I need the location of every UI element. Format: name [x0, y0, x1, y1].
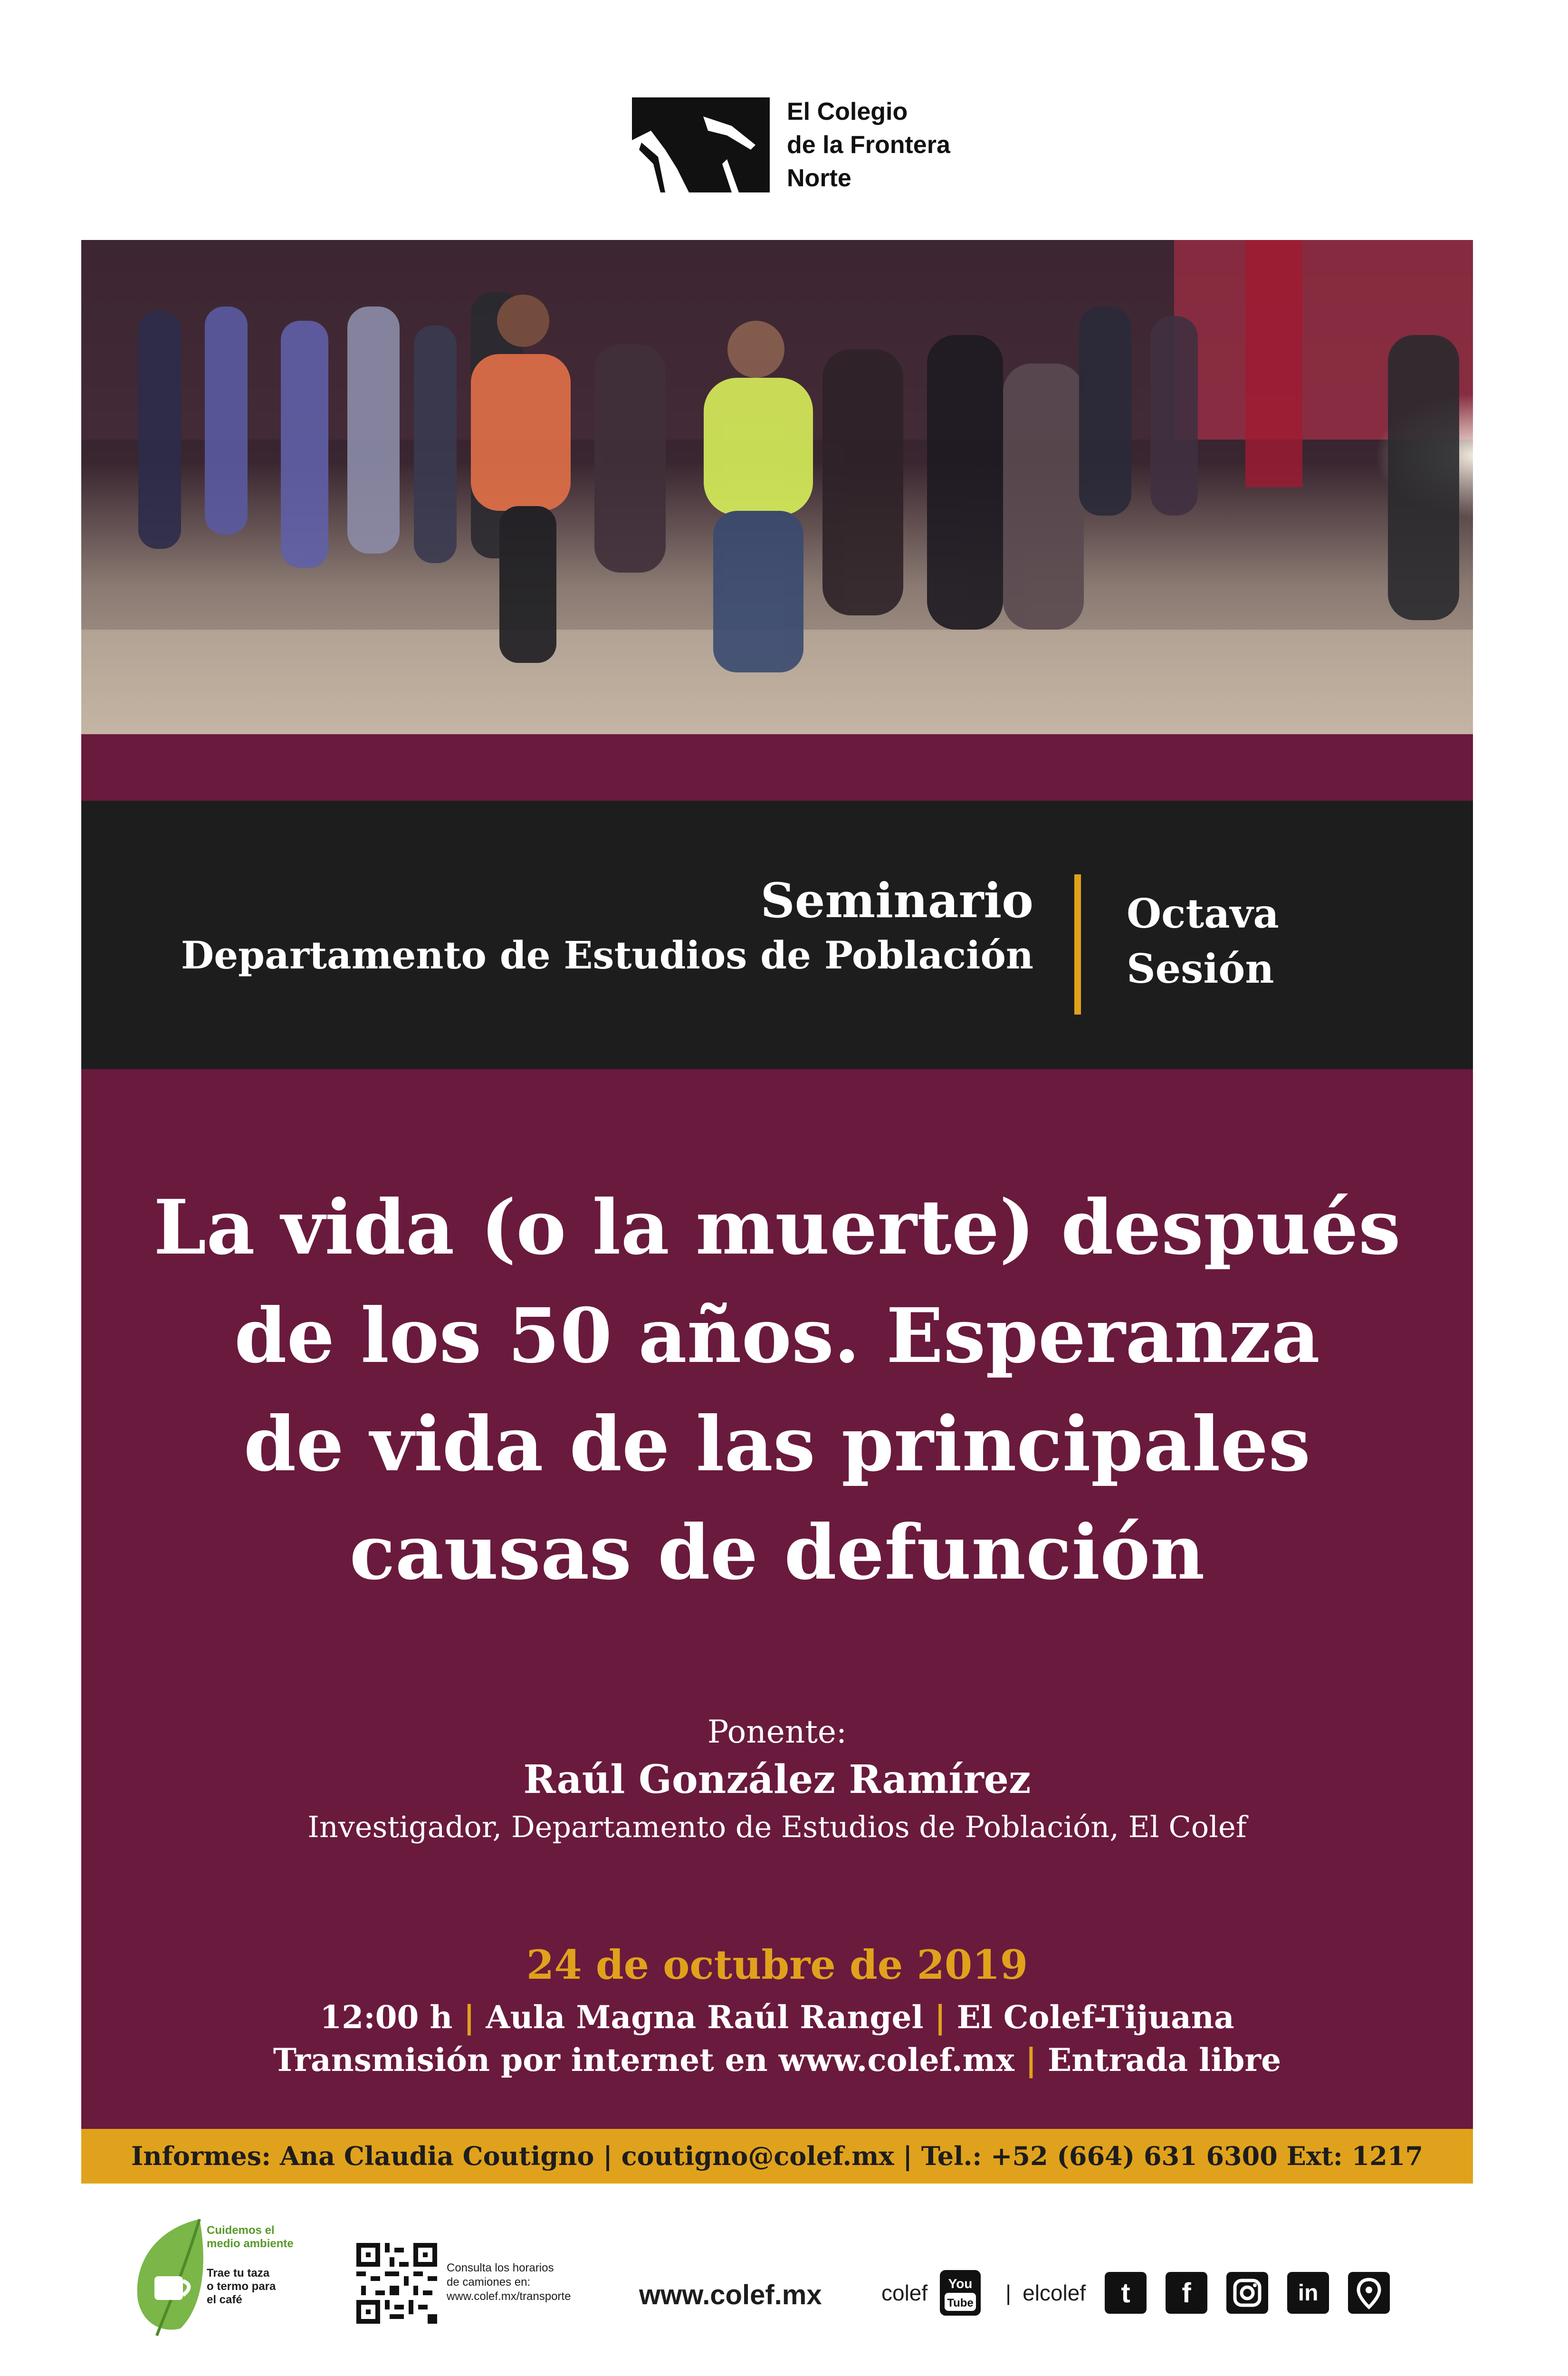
social-links: [881, 2271, 1390, 2314]
speaker-affiliation: Investigador, Departamento de Estudios de Población, El Colef: [307, 1810, 1247, 1844]
event-admission: Entrada libre: [1047, 2041, 1281, 2079]
social-divider: |: [1005, 2280, 1012, 2305]
event-stream-admission: [81, 2039, 1473, 2081]
location-icon[interactable]: [1348, 2272, 1390, 2314]
separator: |: [463, 1999, 475, 2036]
seminar-title: Seminario: [760, 872, 1033, 929]
event-place: El Colef-Tijuana: [956, 1999, 1234, 2036]
env-line-1: Cuidemos el: [207, 2224, 275, 2237]
speaker-label: Ponente:: [707, 1714, 847, 1750]
youtube-icon[interactable]: [940, 2270, 981, 2316]
transport-link[interactable]: www.colef.mx/transporte: [447, 2290, 571, 2303]
event-date: 24 de octubre de 2019: [526, 1941, 1028, 1988]
session-line-1: Octava: [1127, 890, 1279, 937]
youtube-handle[interactable]: colef: [881, 2280, 928, 2305]
crowd-photo: [81, 240, 1473, 734]
separator: |: [934, 1999, 946, 2036]
qr-code[interactable]: [356, 2243, 437, 2324]
instagram-icon[interactable]: [1226, 2272, 1268, 2314]
session-label: [1127, 886, 1279, 996]
transport-line-1: Consulta los horarios: [447, 2261, 554, 2274]
department-name: Departamento de Estudios de Población: [181, 933, 1033, 977]
youtube-you-text: You: [948, 2276, 973, 2291]
env-line-4: o termo para: [207, 2280, 276, 2293]
maroon-strip: [81, 734, 1473, 801]
colef-logo: [632, 93, 1012, 197]
banner-left: [181, 872, 1033, 981]
transport-line-2: de camiones en:: [447, 2276, 531, 2289]
env-line-5: el café: [207, 2293, 242, 2306]
talk-title-line-2: de los 50 años. Esperanza: [234, 1292, 1320, 1380]
env-line-2: medio ambiente: [207, 2237, 294, 2250]
talk-title-line-4: causas de defunción: [349, 1509, 1205, 1597]
logo-line-1: El Colegio: [787, 98, 908, 125]
social-handle[interactable]: elcolef: [1023, 2280, 1086, 2305]
env-line-3: Trae tu taza: [207, 2267, 270, 2280]
talk-title-line-3: de vida de las principales: [243, 1400, 1311, 1488]
environment-badge: [128, 2214, 318, 2347]
talk-title: [81, 1174, 1473, 1607]
event-venue: Aula Magna Raúl Rangel: [486, 1999, 924, 2036]
talk-panel: [81, 1069, 1473, 2129]
talk-title-line-1: La vida (o la muerte) después: [153, 1184, 1401, 1272]
event-time: 12:00 h: [320, 1999, 453, 2036]
event-time-venue: [81, 1996, 1473, 2039]
speaker-name: Raúl González Ramírez: [523, 1757, 1031, 1802]
transport-note: [447, 2261, 571, 2304]
twitter-icon[interactable]: t: [1105, 2272, 1147, 2314]
logo-line-3: Norte: [787, 164, 851, 192]
environment-note: [207, 2267, 276, 2307]
linkedin-icon[interactable]: in: [1287, 2272, 1329, 2314]
logo-line-2: de la Frontera: [787, 131, 950, 159]
session-line-2: Sesión: [1127, 945, 1274, 992]
seminar-banner: [81, 801, 1473, 1069]
website-link[interactable]: www.colef.mx: [639, 2280, 822, 2310]
contact-info-bar: Informes: Ana Claudia Coutigno | coutigno@colef.mx | Tel.: +52 (664) 631 6300 Ext: 1217: [81, 2129, 1473, 2184]
banner-divider: [1074, 874, 1081, 1015]
environment-heading: [207, 2224, 294, 2251]
colef-logo-text: [787, 95, 950, 195]
leaf-cup-icon: [128, 2214, 209, 2347]
colef-logo-mark: [632, 97, 770, 192]
separator: |: [1025, 2041, 1037, 2079]
event-stream: Transmisión por internet en www.colef.mx: [273, 2041, 1014, 2079]
facebook-icon[interactable]: f: [1166, 2272, 1207, 2314]
youtube-tube-text: Tube: [947, 2297, 974, 2309]
